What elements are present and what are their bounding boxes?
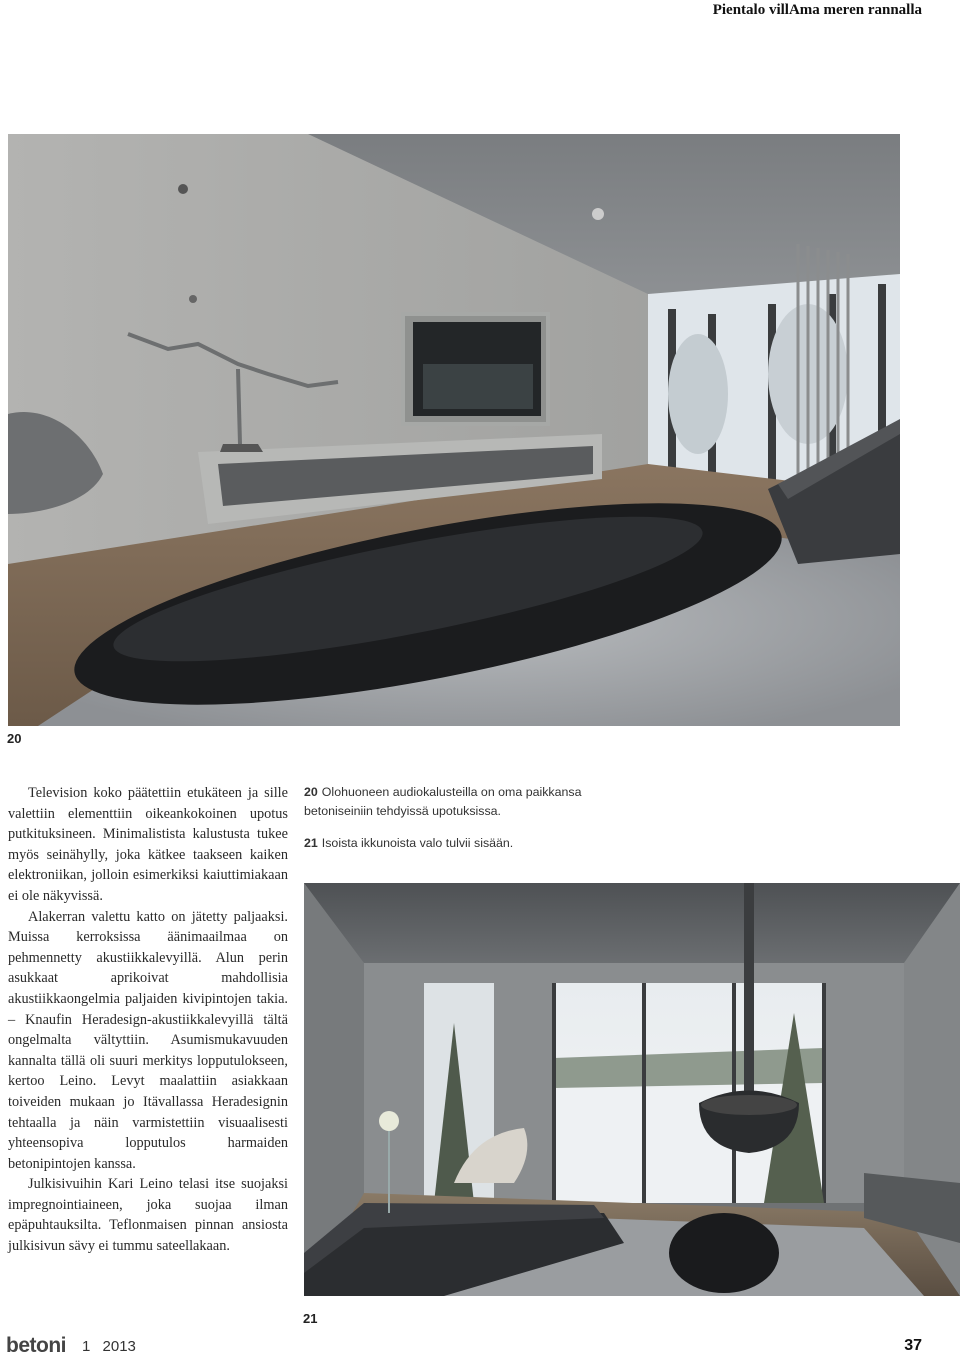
issue-number: 1 [82, 1338, 91, 1355]
caption-text: Isoista ikkunoista valo tulvii sisään. [321, 836, 514, 850]
running-title: Pientalo villAma meren rannalla [712, 2, 922, 18]
issue-year: 2013 [102, 1338, 136, 1355]
caption-number: 21 [304, 836, 318, 850]
caption-20 [304, 783, 624, 821]
body-paragraph: Julkisivuihin Kari Leino telasi itse suojaksi impregnointiaineen, joka suojaa ilman epäpuhtauksilta. Teflonmaisen pinnan ansiosta julkisivun sävy ei tummu sateellakaan. [8, 1176, 288, 1255]
caption-text: Olohuoneen audiokalusteilla on oma paikkansa betoniseiniin tehdyissä upotuksissa. [304, 785, 582, 818]
magazine-logo: betoni [6, 1334, 66, 1357]
page-number: 37 [904, 1337, 922, 1354]
caption-21 [304, 834, 624, 853]
body-paragraph: Television koko päätettiin etukäteen ja sille valettiin elementtiin oikeankokoinen upotus putkituksineen. Minimalistista kalustusta tukee myös seinähylly, joka kätkee taakseen kaiken elektroniikan, jolloin esimerkiksi kaiuttimiakaan ei ole näkyvissä. [8, 785, 288, 904]
figure-number-20: 20 [7, 731, 22, 746]
article-body [8, 783, 288, 1257]
issue-info [82, 1338, 136, 1355]
photo-living-room-tv [8, 134, 900, 726]
photo-fireplace-room [304, 883, 960, 1296]
caption-number: 20 [304, 785, 318, 799]
figure-captions [304, 783, 624, 866]
figure-number-21: 21 [303, 1311, 318, 1326]
body-paragraph: Alakerran valettu katto on jätetty paljaaksi. Muissa kerroksissa äänimaailmaa on pehmennetty akustiikkalevyillä. Alun perin asukkaat aprikoivat mahdollisia akustiikkaongelmia paljaiden kivipintojen takia. – Knaufin Heradesign-akustiikkalevyillä tältä ongelmalta vältyttiin. Asumismukavuuden kannalta tällä oli suuri merkitys lopputulokseen, kertoo Leino. Levyt maalattiin asiakkaan toiveiden mukaan jo Itävallassa Heradesignin tehtaalla ja näin varmistettiin visuaalisesti yhteensopiva lopputulos harmaiden betonipintojen kanssa. [8, 908, 288, 1172]
